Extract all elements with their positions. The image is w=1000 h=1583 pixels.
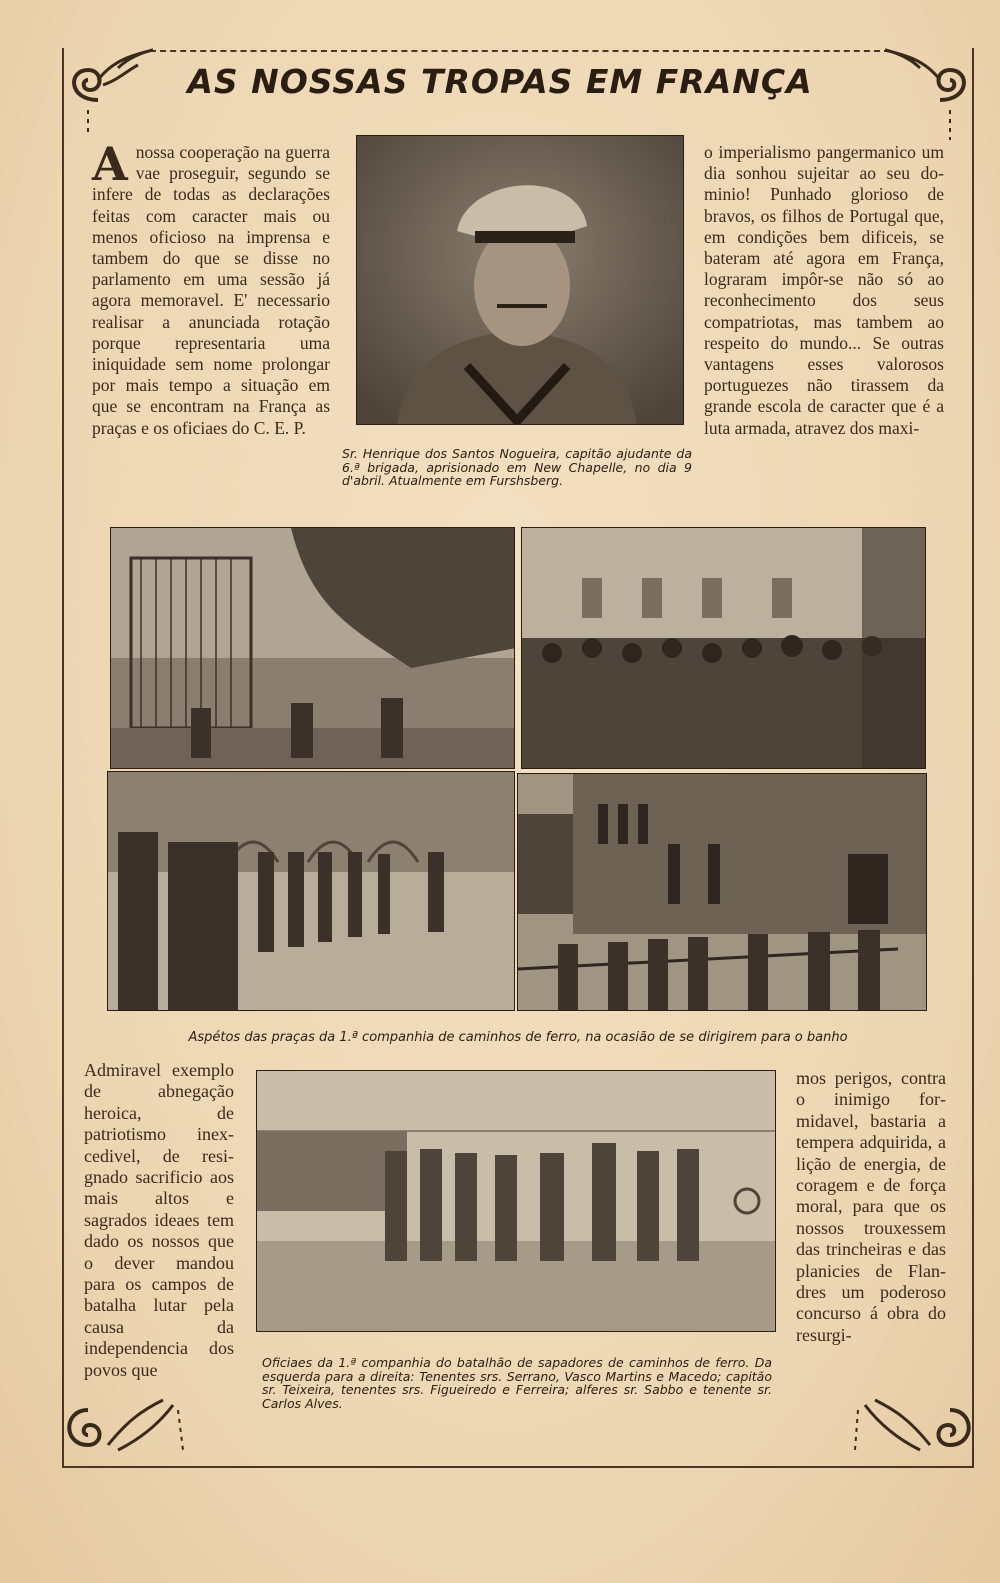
grid-photo-garden (110, 527, 515, 769)
portrait-caption (342, 447, 692, 488)
drop-cap: A (92, 137, 128, 191)
intro-column (92, 137, 330, 439)
intro-text: nossa cooperação na guerra vae proseguir, segundo se infere de todas as declarações feitas com caracter mais ou menos oficioso na imprensa e tambem do que se disse no parlamento em uma sessão já agora memoravel. E' necessario realisar a anunciada rotação porque representaria uma iniquidade sem nome prolongar por mais tempo a situação em que se encontram na França as praças e os oficiaes do C. E. P. (92, 142, 330, 438)
grid-photo-courtyard (107, 771, 515, 1011)
portrait-caption-text: Sr. Henrique dos Santos Nogueira, capitão ajudante da 6.ª brigada, aprisionado em New Chapelle, no dia 9 d'abril. Atualmente em Furshsberg. (342, 446, 692, 488)
portrait-photo (356, 135, 684, 425)
top-right-ornament-icon (880, 40, 980, 140)
bottom-right-ornament-icon (850, 1390, 980, 1470)
bottom-left-column (84, 1060, 234, 1381)
grid-caption-text: Aspétos das praças da 1.ª companhia de caminhos de ferro, na ocasião de se dirigirem para o banho (188, 1030, 848, 1045)
article-title: AS NOSSAS TROPAS EM FRANÇA (187, 62, 813, 101)
right-text: o imperialismo pangermanico um dia sonhou sujeitar ao seu dominio! Punhado glorioso de bravos, os filhos de Portugal que, em condições bem dificeis, se bateram até agora em França, lograram impôr-se não só ao reconhecimento dos seus compatriotas, mas tambem ao respeito do mundo... Se outras vantagens esses valorosos portuguezes não tirassem da grande escola de caracter que é a luta armada, atravez dos maxi- (704, 142, 944, 438)
grid-photo-crowd (521, 527, 926, 769)
officers-caption (262, 1356, 772, 1410)
officers-caption-text: Oficiaes da 1.ª companhia do batalhão de sapadores de caminhos de ferro. Da esquerda para a direita: Tenentes srs. Serrano, Vasco Martins e Macedo; capitão sr. Teixeira, tenentes srs. Figueiredo e Ferreira; alferes sr. Sabbo e tenente sr. Carlos Alves. (262, 1355, 772, 1411)
bottom-left-ornament-icon (58, 1390, 188, 1470)
grid-photo-barracks (517, 773, 927, 1011)
frame-top-rule (150, 50, 890, 52)
grid-caption (110, 1031, 926, 1045)
officers-photo (256, 1070, 776, 1332)
bottom-right-text: mos perigos, contra o inimigo formidavel, bastaria a tempera adquirida, a lição de energia, de coragem e de força moral, para que os nossos trouxessem das trincheiras e das planicies de Flandres um poderoso concurso á obra do resurgi- (796, 1068, 946, 1345)
right-column (704, 142, 944, 439)
bottom-right-column (796, 1068, 946, 1346)
bottom-left-text: Admiravel exemplo de abnegação heroica, de patriotismo inexcedivel, de resignado sacrificio aos mais altos e sagrados ideaes tem dado os nossos que o dever mandou para os campos de batalha lutar pela causa da independencia dos povos que (84, 1060, 234, 1380)
